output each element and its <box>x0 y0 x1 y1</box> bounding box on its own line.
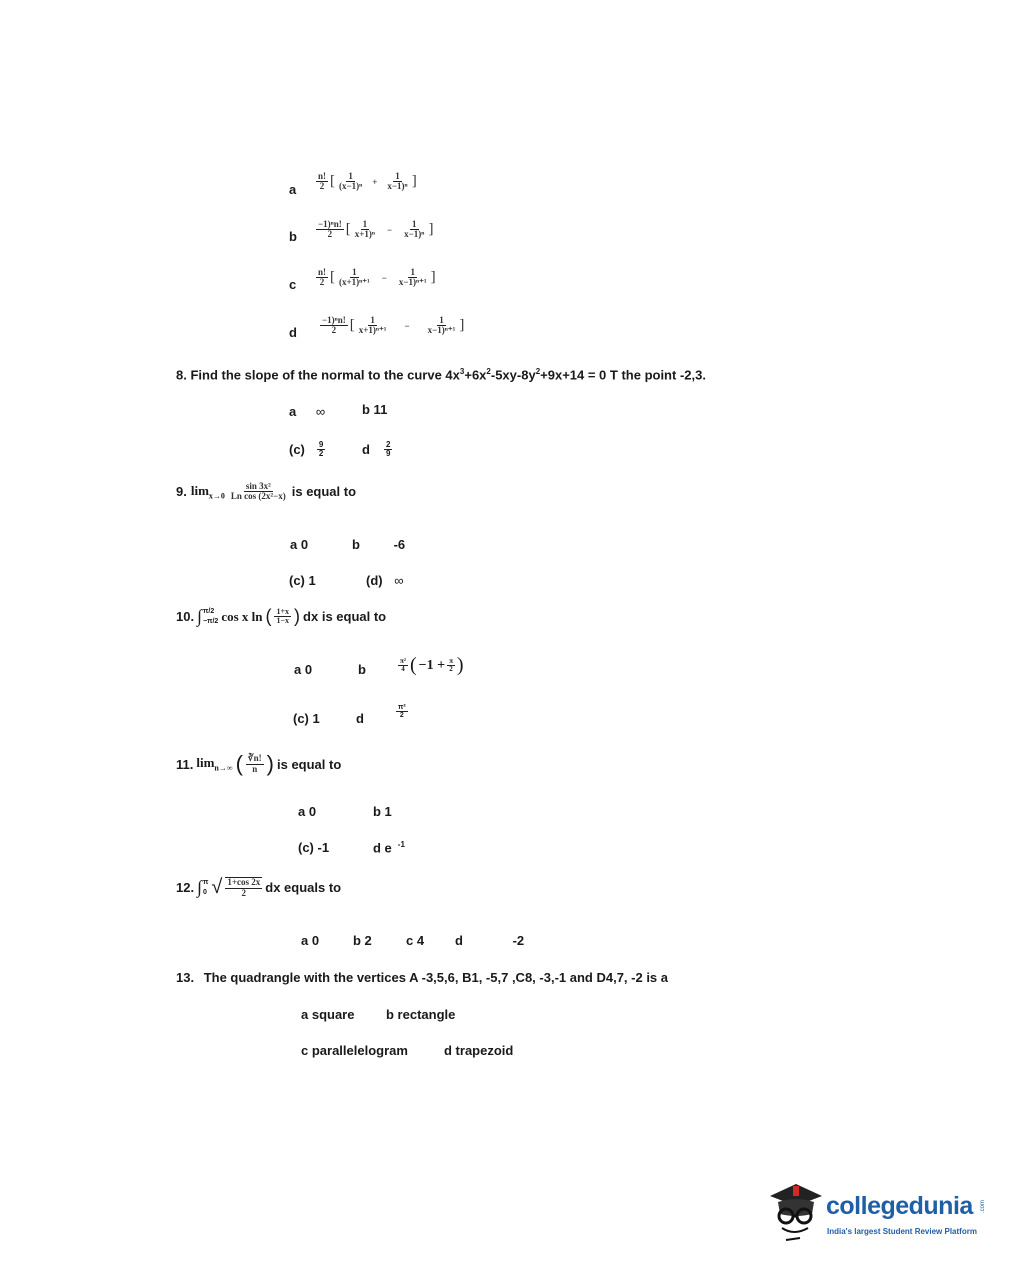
q10-option-c: (c) 1 <box>293 711 320 726</box>
q7-option-b-label: b <box>289 229 297 244</box>
q11-option-a: a 0 <box>298 804 317 819</box>
q10-option-d-value: $\frac{\text{π²}}{2}$ <box>398 703 406 720</box>
q13-option-b: b rectangle <box>386 1007 456 1022</box>
q10-option-b-value: $\frac{\text{π²}}{4}$ ( −1 + $\frac{\pi}{2}$ ) <box>400 654 464 676</box>
q12-option-a: a 0 <box>301 933 320 948</box>
q13-option-a: a square <box>301 1007 355 1022</box>
logo-wordmark: collegedunia <box>826 1192 973 1220</box>
q10-option-b-label: b <box>358 662 366 677</box>
q12-option-d: d -2 <box>455 933 525 948</box>
q7-option-c-formula: $\frac{n!}{2}$ [ $\frac{1}{\text{(x+1)ⁿ⁺¹}}$ − $\frac{1}{\text{x−1)ⁿ⁺¹}}$ ] <box>318 267 436 288</box>
q8-option-c: (c) $\frac{9}{2}$ <box>289 440 324 459</box>
q11-option-c: (c) -1 <box>298 840 330 855</box>
q10-question: 10. ∫ π/2 −π/2 cos x ln ( $\frac{1+x}{1-x}$ ) dx is equal to <box>176 606 387 626</box>
q9-option-a: a 0 <box>290 537 309 552</box>
q12-option-c: c 4 <box>406 933 425 948</box>
q11-option-d: d e $^{-1}$ <box>373 840 405 856</box>
collegedunia-logo <box>766 1178 996 1248</box>
q7-option-c-label: c <box>289 277 297 292</box>
q12-question: 12. ∫ π 0 √ $\frac{1+\cos 2x}{2}$ dx equals to <box>176 876 342 898</box>
q7-option-a-formula: $\frac{n!}{2}$ [ $\frac{1}{\text{(x−1)ⁿ}}$ + $\frac{1}{\text{x−1)ⁿ}}$ ] <box>318 171 417 192</box>
q9-option-c: (c) 1 <box>289 573 316 588</box>
q9-option-d: (d) ∞ <box>366 573 404 588</box>
q13-option-d: d trapezoid <box>444 1043 514 1058</box>
q8-option-a: a ∞ <box>289 404 326 419</box>
q11-option-b: b 1 <box>373 804 392 819</box>
q7-option-a-label: a <box>289 182 297 197</box>
q9-question: 9. $\lim_{x\to 0}$ $\frac{\text{sin 3x²}}{\text{Ln cos (2x²−x)}}$ is equal to <box>176 481 357 502</box>
logo-tagline: India's largest Student Review Platform <box>827 1227 977 1236</box>
q8-option-b: b 11 <box>362 402 388 417</box>
q10-option-a: a 0 <box>294 662 313 677</box>
q7-option-d-formula: $\frac{\text{−1)ⁿn!}}{2}$ [ $\frac{1}{\text{x+1)ⁿ⁺¹}}$ − $\frac{1}{\text{x−1)ⁿ⁺¹}}$ ] <box>322 315 465 336</box>
q13-question: 13. The quadrangle with the vertices A -3,5,6, B1, -5,7 ,C8, -3,-1 and D4,7, -2 is a <box>176 970 668 985</box>
q10-option-d-label: d <box>356 711 364 726</box>
logo-suffix: .com <box>980 1200 986 1214</box>
q9-option-b: b -6 <box>352 537 406 552</box>
graduate-mascot-icon <box>766 1178 826 1246</box>
q8-option-d: d $\frac{2}{9}$ <box>362 440 391 459</box>
q13-option-c: c parallelelogram <box>301 1043 408 1058</box>
q11-question: 11. $\lim_{n\to\infty}$ ( $\frac{∛n!}{n}$ ) is equal to <box>176 751 342 776</box>
q12-option-b: b 2 <box>353 933 372 948</box>
q7-option-d-label: d <box>289 325 297 340</box>
q7-option-b-formula: $\frac{\text{−1)ⁿn!}}{2}$ [ $\frac{1}{\text{x+1)ⁿ}}$ − $\frac{1}{\text{x−1)ⁿ}}$ ] <box>318 219 434 240</box>
q8-question: 8. Find the slope of the normal to the curve $4x^3+6x^2-5xy-8y^2+9x+14 = 0$ T the point -2,3. <box>176 367 706 383</box>
